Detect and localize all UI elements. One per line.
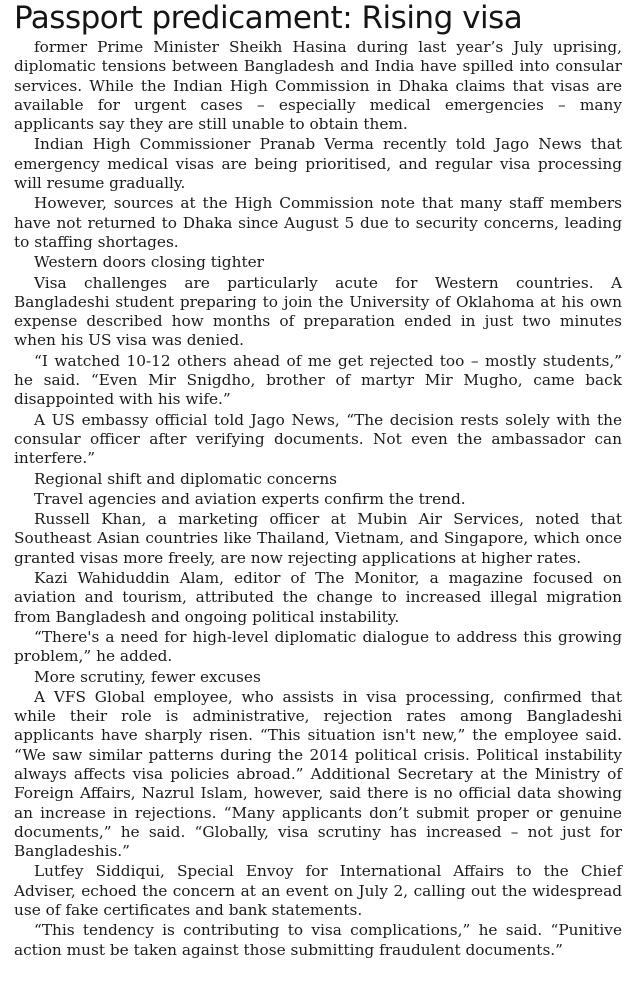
article-body [14, 38, 622, 960]
paragraph-lutfey-siddiqui: Lutfey Siddiqui, Special Envoy for International Affairs to the Chief Adviser, echoed the concern at an event on July 2, calling out the widespread use of fake certificates and bank statements. [14, 862, 622, 920]
subhead-western-doors: Western doors closing tighter [34, 253, 264, 272]
paragraph-high-commissioner: Indian High Commissioner Pranab Verma recently told Jago News that emergency medical visas are being prioritised, and regular visa processing will resume gradually. [14, 135, 622, 193]
paragraph-russell-khan: Russell Khan, a marketing officer at Mubin Air Services, noted that Southeast Asian countries like Thailand, Vietnam, and Singapore, which once granted visas more freely, are now rejecting applications at higher rates. [14, 510, 622, 567]
paragraph-vfs-global: A VFS Global employee, who assists in visa processing, confirmed that while their role is administrative, rejection rates among Bangladeshi applicants have sharply risen. “This situation isn't new,” the employee said. “We saw similar patterns during the 2014 political crisis. Political instability always affects visa policies abroad.” Additional Secretary at the Ministry of Foreign Affairs, Nazrul Islam, however, said there is no official data showing an increase in rejections. “Many applicants don’t submit proper or genuine documents,” he said. “Globally, visa scrutiny has increased – not just for Bangladeshis.” [14, 687, 622, 861]
paragraph-punitive-action: “This tendency is contributing to visa complications,” he said. “Punitive action must be taken against those submitting fraudulent documents.” [14, 921, 622, 959]
subhead-regional-shift: Regional shift and diplomatic concerns [34, 469, 338, 488]
subhead-more-scrutiny: More scrutiny, fewer excuses [34, 667, 261, 686]
paragraph-travel-agencies: Travel agencies and aviation experts confirm the trend. [34, 489, 466, 508]
paragraph-embassy-official: A US embassy official told Jago News, “The decision rests solely with the consular officer after verifying documents. Not even the ambassador can interfere.” [14, 410, 622, 468]
paragraph-kazi-alam: Kazi Wahiduddin Alam, editor of The Monitor, a magazine focused on aviation and tourism, attributed the change to increased illegal migration from Bangladesh and ongoing political instability. [14, 569, 622, 626]
paragraph-student-visa-denied: Visa challenges are particularly acute for Western countries. A Bangladeshi student preparing to join the University of Oklahoma at his own expense described how months of preparation ended in just two minutes when his US visa was denied. [14, 273, 622, 350]
article-headline: Passport predicament: Rising visa [14, 0, 523, 36]
paragraph-student-quote: “I watched 10-12 others ahead of me get rejected too – mostly students,” he said. “Even Mir Snigdho, brother of martyr Mir Mugho, came back disappointed with his wife.” [14, 351, 622, 409]
paragraph-consular-tensions: former Prime Minister Sheikh Hasina during last year’s July uprising, diplomatic tensions between Bangladesh and India have spilled into consular services. While the Indian High Commission in Dhaka claims that visas are available for urgent cases – especially medical emergencies – many applicants say they are still unable to obtain them. [14, 38, 622, 134]
paragraph-diplomatic-dialogue: “There's a need for high-level diplomatic dialogue to address this growing problem,” he added. [14, 627, 622, 666]
article [14, 0, 622, 961]
paragraph-staff-shortages: However, sources at the High Commission note that many staff members have not returned to Dhaka since August 5 due to security concerns, leading to staffing shortages. [14, 194, 622, 251]
